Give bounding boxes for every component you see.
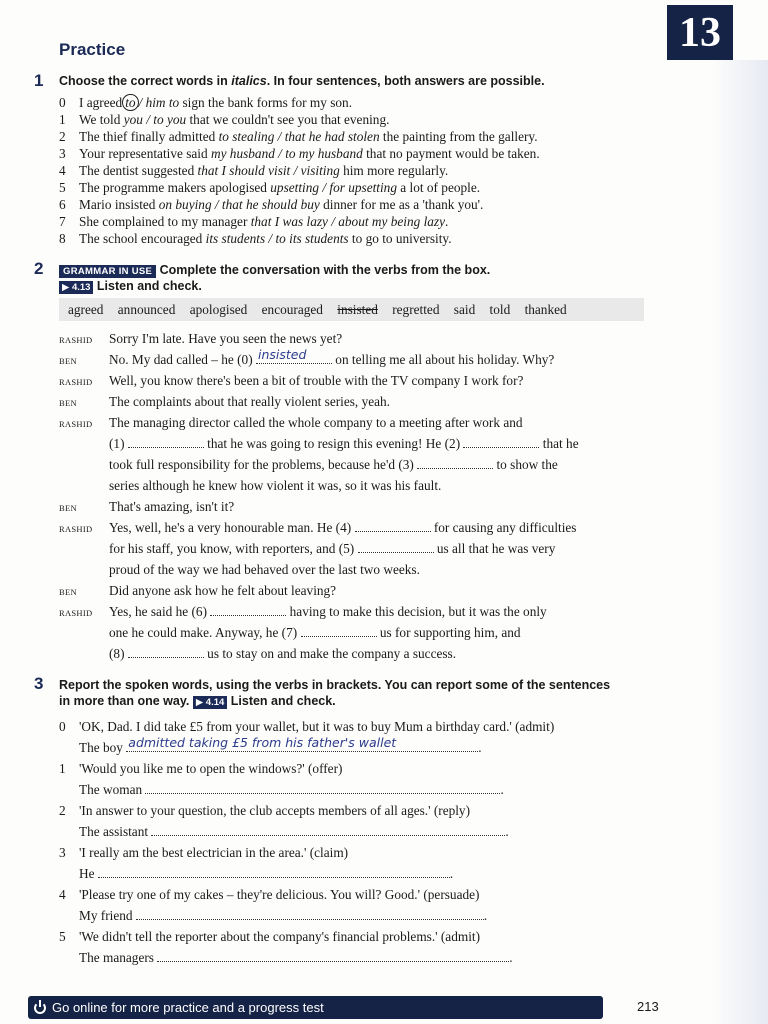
dialogue-line: The complaints about that really violent series, yeah. bbox=[109, 394, 390, 409]
ex1-item-7: 7 She complained to my manager that I was lazy / about my being lazy. bbox=[59, 214, 449, 229]
ex3-answer-line-0: The boy admitted taking £5 from his father's wallet . bbox=[79, 735, 482, 755]
ex1-item-2: 2 The thief finally admitted to stealing / that he had stolen the painting from the gallery. bbox=[59, 129, 538, 144]
dialogue-line: Yes, he said he (6) having to make this decision, but it was the only bbox=[109, 604, 547, 619]
exercise-3-instruction-cont: in more than one way. ▶ 4.14 Listen and check. bbox=[59, 694, 336, 708]
dialogue-line: series although he knew how violent it was, so it was his fault. bbox=[109, 478, 442, 493]
dialogue-line: took full responsibility for the problems, because he'd (3) to show the bbox=[109, 457, 558, 472]
word-box-item: agreed bbox=[68, 302, 104, 317]
dialogue-line: (1) that he was going to resign this evening! He (2) that he bbox=[109, 436, 579, 451]
exercise-1-instruction: Choose the correct words in italics. In four sentences, both answers are possible. bbox=[59, 74, 545, 88]
answer-blank bbox=[157, 950, 509, 962]
handwritten-answer: admitted taking £5 from his father's wallet bbox=[128, 735, 397, 750]
audio-track-badge: ▶ 4.13 bbox=[59, 281, 93, 294]
exercise-2-instruction: GRAMMAR IN USE Complete the conversation with the verbs from the box. bbox=[59, 262, 490, 280]
word-box-item: announced bbox=[117, 302, 176, 317]
grammar-in-use-tag: GRAMMAR IN USE bbox=[59, 265, 156, 278]
speaker-label: RASHID bbox=[59, 419, 93, 429]
ex3-item-3: 3 'I really am the best electrician in the area.' (claim) bbox=[59, 845, 349, 860]
ex3-answer-line-5: The managers . bbox=[79, 950, 513, 965]
page-number: 213 bbox=[637, 999, 659, 1014]
power-icon bbox=[34, 1002, 46, 1014]
speaker-label: RASHID bbox=[59, 335, 93, 345]
dialogue-line: Yes, well, he's a very honourable man. He (4) for causing any difficulties bbox=[109, 520, 577, 535]
word-box-item-used: insisted bbox=[337, 302, 378, 317]
answer-blank bbox=[151, 824, 505, 836]
ex1-item-3: 3 Your representative said my husband / to my husband that no payment would be taken. bbox=[59, 146, 540, 161]
ex3-item-4: 4 'Please try one of my cakes – they're delicious. You will? Good.' (persuade) bbox=[59, 887, 480, 902]
speaker-label: RASHID bbox=[59, 524, 93, 534]
word-box-item: said bbox=[453, 302, 476, 317]
dialogue-line: proud of the way we had behaved over the last two weeks. bbox=[109, 562, 420, 577]
answer-blank bbox=[301, 625, 377, 637]
word-box bbox=[59, 298, 644, 321]
dialogue-line: one he could make. Anyway, he (7) us for supporting him, and bbox=[109, 625, 521, 640]
answer-blank bbox=[358, 541, 434, 553]
ex3-item-0: 0 'OK, Dad. I did take £5 from your wallet, but it was to buy Mum a birthday card.' (admit) bbox=[59, 719, 555, 734]
word-box-item: apologised bbox=[189, 302, 248, 317]
answer-blank bbox=[128, 646, 204, 658]
handwritten-answer: insisted bbox=[257, 347, 307, 362]
exercise-2-listen: ▶ 4.13 Listen and check. bbox=[59, 278, 202, 296]
page-title: Practice bbox=[59, 40, 126, 59]
answer-blank bbox=[136, 908, 484, 920]
answer-blank bbox=[463, 436, 539, 448]
answer-blank bbox=[417, 457, 493, 469]
dialogue-line: No. My dad called – he (0) insisted on telling me all about his holiday. Why? bbox=[109, 347, 555, 367]
dialogue-line: That's amazing, isn't it? bbox=[109, 499, 235, 514]
exercise-3-instruction: Report the spoken words, using the verbs in brackets. You can report some of the sentences bbox=[59, 678, 611, 692]
dialogue-line: Did anyone ask how he felt about leaving? bbox=[109, 583, 337, 598]
dialogue-line: Sorry I'm late. Have you seen the news yet? bbox=[109, 331, 343, 346]
ex1-item-1: 1 We told you / to you that we couldn't see you that evening. bbox=[59, 112, 390, 127]
speaker-label: BEN bbox=[59, 356, 77, 366]
dialogue-line: The managing director called the whole company to a meeting after work and bbox=[109, 415, 523, 430]
dialogue-line: (8) us to stay on and make the company a success. bbox=[109, 646, 457, 661]
exercise-1-number: 1 bbox=[34, 71, 44, 90]
exercise-2-number: 2 bbox=[34, 259, 44, 278]
audio-track-badge: ▶ 4.14 bbox=[193, 696, 227, 709]
ex1-item-6: 6 Mario insisted on buying / that he should buy dinner for me as a 'thank you'. bbox=[59, 197, 484, 212]
circled-answer: to bbox=[122, 94, 138, 111]
ex3-answer-line-2: The assistant . bbox=[79, 824, 509, 839]
ex3-item-2: 2 'In answer to your question, the club accepts members of all ages.' (reply) bbox=[59, 803, 471, 818]
online-practice-link[interactable]: Go online for more practice and a progress test bbox=[28, 996, 603, 1019]
answer-blank bbox=[256, 347, 332, 364]
dialogue-line: for his staff, you know, with reporters, and (5) us all that he was very bbox=[109, 541, 556, 556]
exercise-3-number: 3 bbox=[34, 674, 44, 693]
ex1-item-4: 4 The dentist suggested that I should visit / visiting him more regularly. bbox=[59, 163, 449, 178]
word-box-item: regretted bbox=[392, 302, 440, 317]
ex1-item-5: 5 The programme makers apologised upsetting / for upsetting a lot of people. bbox=[59, 180, 481, 195]
ex3-answer-line-3: He . bbox=[79, 866, 454, 881]
speaker-label: RASHID bbox=[59, 377, 93, 387]
answer-blank bbox=[126, 735, 478, 752]
ex3-item-5: 5 'We didn't tell the reporter about the company's financial problems.' (admit) bbox=[59, 929, 481, 944]
speaker-label: BEN bbox=[59, 503, 77, 513]
ex3-answer-line-4: My friend . bbox=[79, 908, 488, 923]
unit-number-badge: 13 bbox=[667, 5, 733, 60]
word-box-item: thanked bbox=[524, 302, 567, 317]
ex3-item-1: 1 'Would you like me to open the windows?' (offer) bbox=[59, 761, 343, 776]
speaker-icon: ▶ bbox=[62, 282, 70, 293]
answer-blank bbox=[210, 604, 286, 616]
dialogue-line: Well, you know there's been a bit of trouble with the TV company I work for? bbox=[109, 373, 524, 388]
page-edge-shadow bbox=[710, 60, 768, 1024]
ex1-item-8: 8 The school encouraged its students / to its students to go to university. bbox=[59, 231, 452, 246]
speaker-icon: ▶ bbox=[195, 697, 204, 708]
speaker-label: BEN bbox=[59, 398, 77, 408]
answer-blank bbox=[145, 782, 500, 794]
speaker-label: BEN bbox=[59, 587, 77, 597]
word-box-item: encouraged bbox=[261, 302, 323, 317]
speaker-label: RASHID bbox=[59, 608, 93, 618]
word-box-item: told bbox=[489, 302, 511, 317]
ex3-answer-line-1: The woman . bbox=[79, 782, 504, 797]
answer-blank bbox=[128, 436, 204, 448]
answer-blank bbox=[98, 866, 450, 878]
ex1-item-0: 0 I agreed to / him to sign the bank forms for my son. bbox=[59, 95, 353, 110]
answer-blank bbox=[355, 520, 431, 532]
